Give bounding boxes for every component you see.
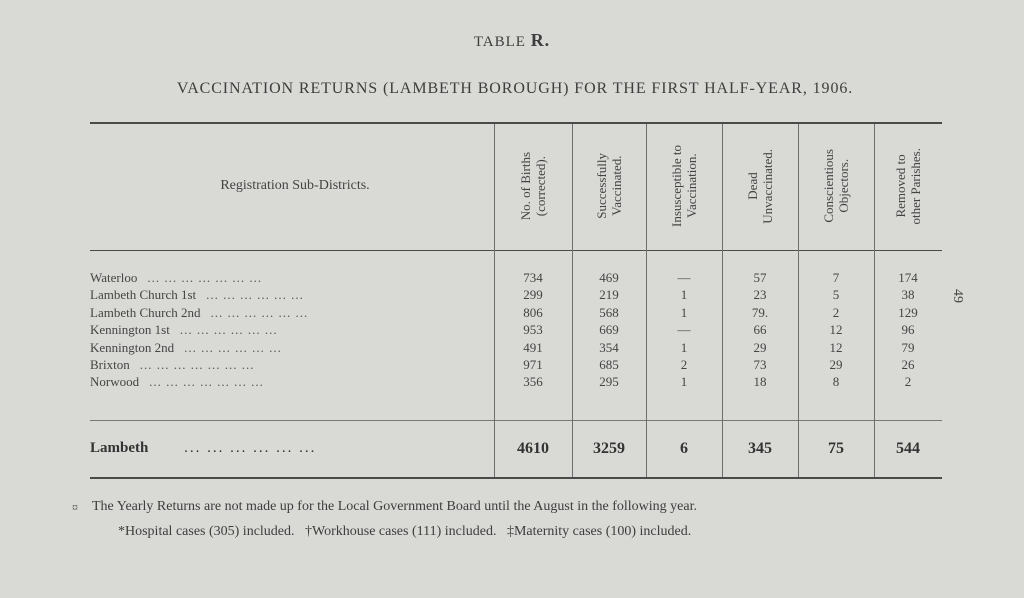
vaccinated-cell: 295	[599, 374, 619, 390]
leader-dots: ... ... ... ... ... ...	[179, 322, 278, 338]
footnote-mark: ¤	[72, 500, 78, 514]
district-name-cell	[90, 305, 490, 321]
table-title: VACCINATION RETURNS (LAMBETH BOROUGH) FOR THE FIRST HALF-YEAR, 1906.	[176, 80, 854, 97]
objectors-cell: 5	[832, 287, 840, 303]
removed-cell: 2	[904, 374, 912, 390]
district-name-cell	[90, 374, 490, 390]
leader-dots: ... ... ... ... ... ...	[184, 339, 282, 355]
leader-dots: ... ... ... ... ... ... ...	[139, 357, 255, 372]
total-leader-dots: ... ... ... ... ... ...	[184, 440, 317, 456]
dead-header-text: Dead Unvaccinated.	[745, 148, 775, 224]
insusceptible-header-text: Insusceptible to Vaccination.	[669, 145, 699, 227]
objectors-cell: 29	[829, 357, 843, 372]
district-name: Norwood	[90, 374, 140, 390]
removed-header-text: Removed to other Parishes.	[893, 147, 923, 225]
district-name: Waterloo	[90, 270, 138, 285]
dead-cell: 79.	[751, 304, 769, 320]
objectors-column-header	[798, 124, 874, 248]
objectors-cell: 8	[832, 374, 840, 390]
objectors-cell: 12	[829, 339, 843, 355]
leader-dots: ... ... ... ... ... ... ...	[147, 270, 263, 285]
total-label	[90, 440, 490, 457]
insusceptible-cell: 1	[680, 287, 688, 303]
total-insusceptible: 6	[680, 440, 688, 457]
district-name: Lambeth Church 2nd	[90, 304, 201, 320]
footnote-included-cases: *Hospital cases (305) included. †Workhouse cases (111) included. ‡Maternity cases (100) included.	[118, 524, 692, 539]
removed-column-header	[874, 124, 942, 248]
district-name-cell	[90, 357, 490, 373]
vaccinated-column-header	[572, 124, 646, 248]
leader-dots: ... ... ... ... ... ...	[210, 304, 309, 320]
district-column-header: Registration Sub-Districts.	[220, 178, 370, 193]
vaccinated-header-text: Successfully Vaccinated.	[594, 153, 624, 219]
objectors-header-text: Conscientious Objectors.	[821, 149, 851, 223]
district-name: Lambeth Church 1st	[90, 287, 197, 303]
births-cell: 491	[523, 339, 543, 355]
births-header-text: No. of Births (corrected).	[518, 151, 548, 221]
dead-cell: 73	[753, 357, 767, 372]
district-name-cell	[90, 340, 490, 356]
births-column-header	[494, 124, 572, 248]
dead-cell: 29	[753, 339, 767, 355]
vaccinated-cell: 669	[599, 322, 619, 338]
births-cell: 806	[523, 304, 543, 320]
births-cell: 734	[523, 270, 543, 285]
vaccinated-cell: 354	[599, 339, 619, 355]
district-name: Kennington 2nd	[90, 339, 175, 355]
removed-cell: 26	[901, 357, 915, 372]
insusceptible-cell: 2	[680, 357, 688, 372]
table-prefix: TABLE	[473, 34, 526, 50]
insusceptible-cell: —	[677, 270, 691, 285]
table-letter: R.	[530, 30, 551, 50]
births-cell: 953	[523, 322, 543, 338]
leader-dots: ... ... ... ... ... ...	[206, 287, 304, 303]
insusceptible-column-header	[646, 124, 722, 248]
dead-cell: 18	[753, 374, 767, 390]
removed-cell: 129	[898, 304, 918, 320]
dead-cell: 57	[753, 270, 767, 285]
district-name-cell	[90, 322, 490, 338]
total-dead: 345	[748, 440, 772, 457]
insusceptible-cell: —	[677, 322, 691, 338]
objectors-cell: 12	[829, 322, 843, 338]
leader-dots: ... ... ... ... ... ... ...	[149, 374, 264, 390]
births-cell: 356	[523, 374, 543, 390]
vaccinated-cell: 469	[599, 270, 619, 285]
total-name: Lambeth	[90, 440, 149, 456]
total-objectors: 75	[828, 440, 844, 457]
total-removed: 544	[896, 440, 920, 457]
insusceptible-cell: 1	[680, 339, 688, 355]
header-rule	[90, 250, 942, 251]
district-name-cell	[90, 270, 490, 286]
vaccinated-cell: 219	[599, 287, 619, 303]
footnote-yearly-returns: The Yearly Returns are not made up for the Local Government Board until the August in the following year.	[92, 499, 697, 514]
removed-cell: 96	[901, 322, 915, 338]
insusceptible-cell: 1	[680, 374, 688, 390]
dead-cell: 66	[753, 322, 767, 338]
dead-cell: 23	[753, 287, 767, 303]
dead-column-header	[722, 124, 798, 248]
objectors-cell: 2	[832, 304, 840, 320]
table-label	[0, 30, 1024, 51]
district-name: Kennington 1st	[90, 322, 170, 338]
total-births: 4610	[517, 440, 549, 457]
district-name-cell	[90, 287, 490, 303]
births-cell: 299	[523, 287, 543, 303]
vaccinated-cell: 685	[599, 357, 619, 372]
total-vaccinated: 3259	[593, 440, 625, 457]
objectors-cell: 7	[832, 270, 840, 285]
removed-cell: 79	[901, 339, 915, 355]
removed-cell: 38	[901, 287, 915, 303]
vaccinated-cell: 568	[599, 304, 619, 320]
pre-total-rule	[90, 420, 942, 421]
page-number: 49	[950, 289, 965, 303]
births-cell: 971	[523, 357, 543, 372]
insusceptible-cell: 1	[680, 304, 688, 320]
bottom-rule	[90, 477, 942, 479]
district-name: Brixton	[90, 357, 130, 372]
removed-cell: 174	[898, 270, 918, 285]
